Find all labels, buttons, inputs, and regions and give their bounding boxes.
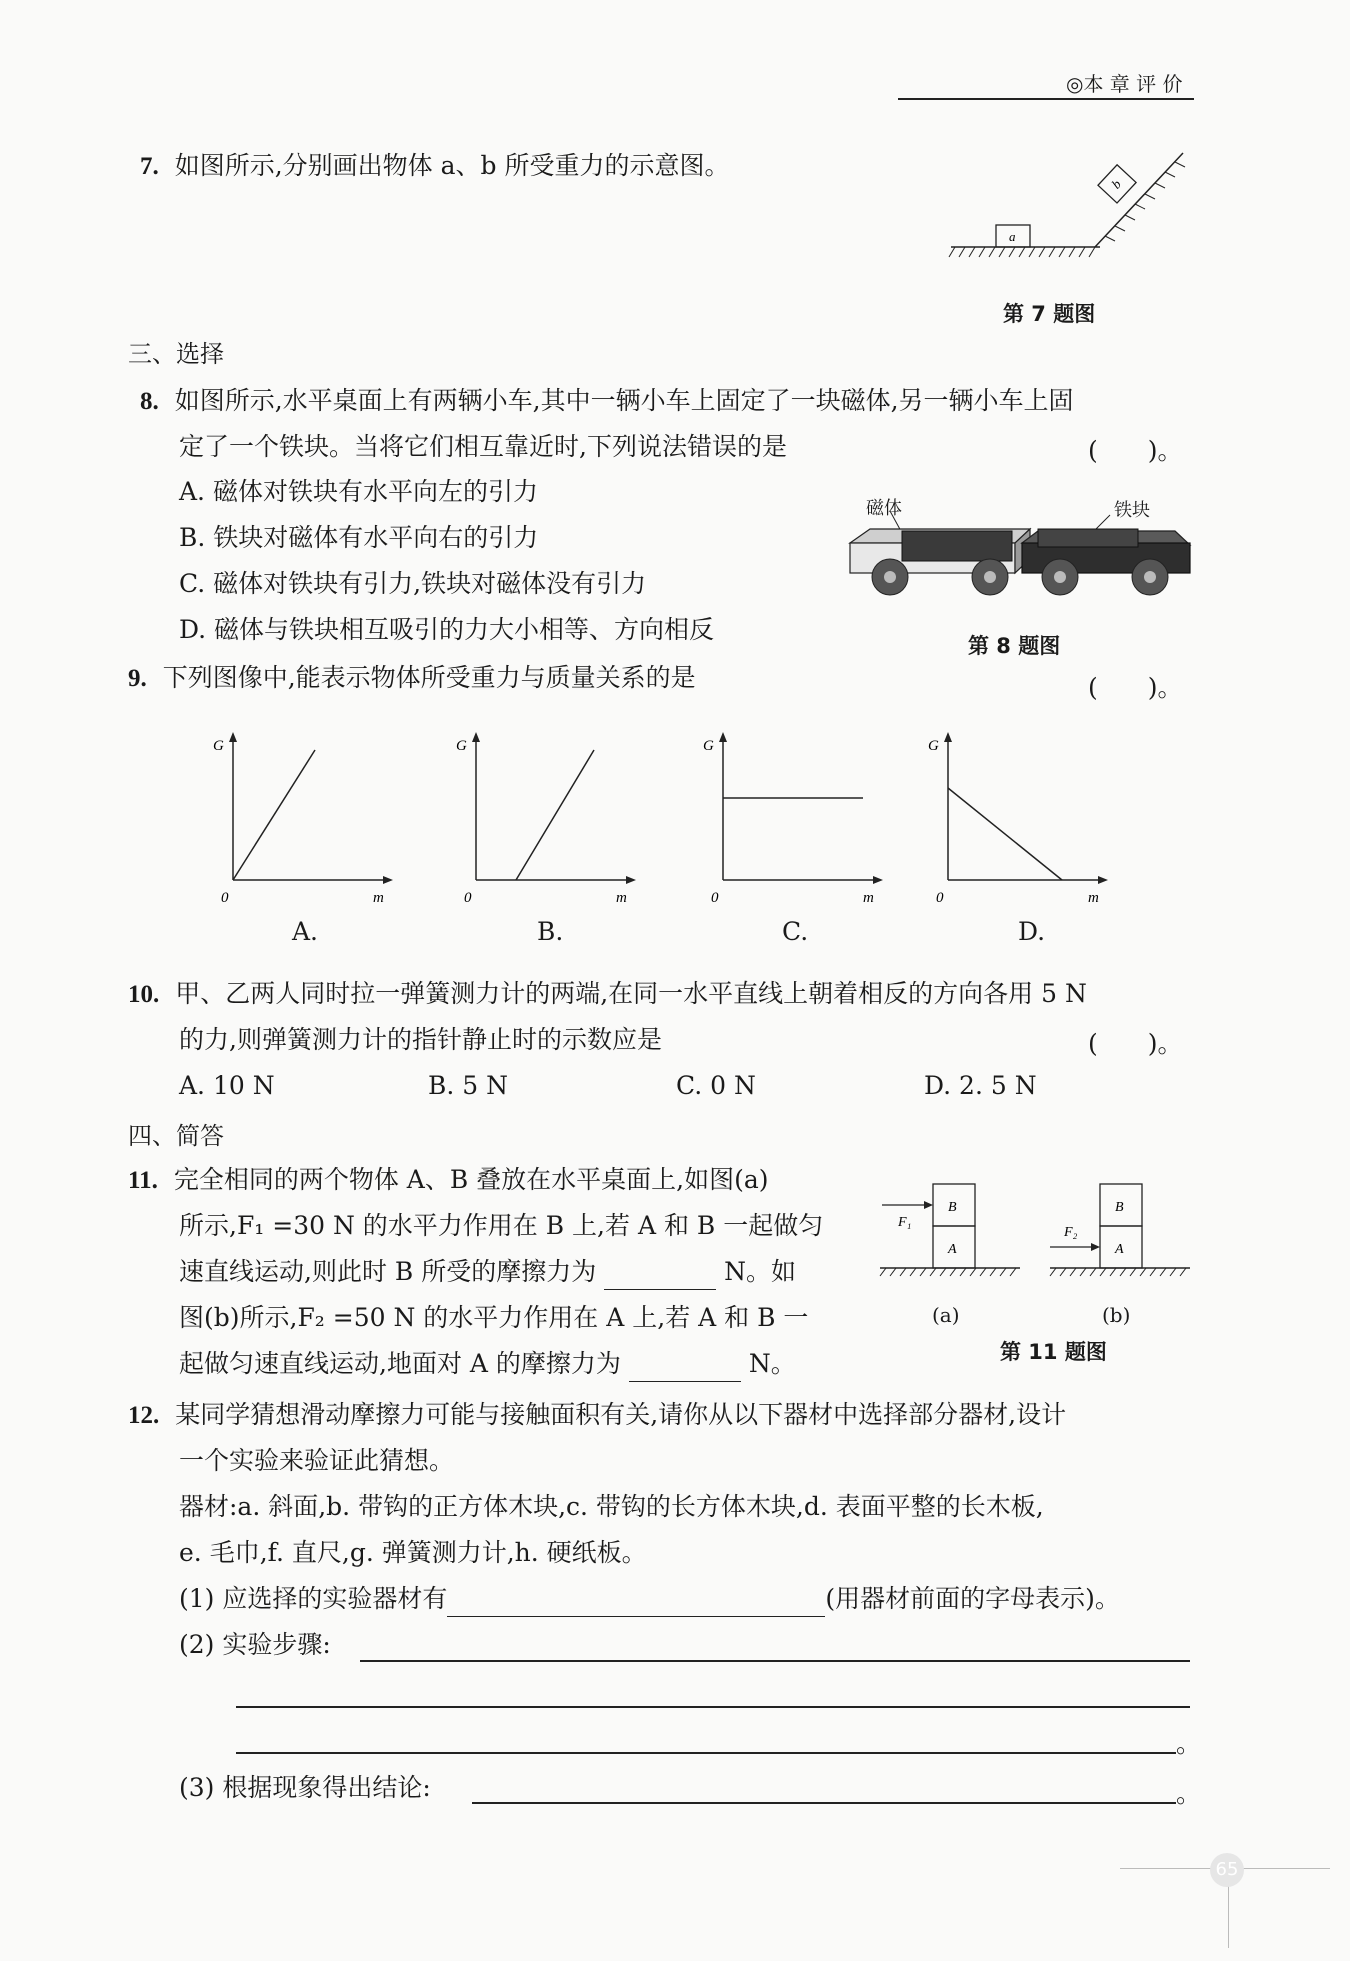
q11-line4: 图(b)所示,F₂ =50 N 的水平力作用在 A 上,若 A 和 B 一 — [179, 1303, 809, 1332]
question-text: 下列图像中,能表示物体所受重力与质量关系的是 — [162, 663, 696, 692]
question-number: 10. — [128, 981, 160, 1008]
graph-d-label: D. — [1018, 917, 1046, 946]
graph-line — [948, 788, 1062, 880]
cart-with-iron — [1022, 529, 1190, 595]
option-a[interactable]: A. 磁体对铁块有水平向左的引力 — [179, 477, 538, 506]
block-a-label: A — [948, 1242, 957, 1257]
origin-label: 0 — [221, 890, 229, 906]
q7 — [140, 148, 729, 185]
q11-line5-end: N。 — [748, 1349, 796, 1378]
steps-answer-line-3[interactable] — [236, 1752, 1176, 1754]
q11-line3-end: N。如 — [724, 1257, 797, 1286]
question-number: 12. — [128, 1402, 160, 1429]
fig-a-label: (a) — [932, 1303, 960, 1327]
question-number: 7. — [140, 153, 159, 180]
option-d[interactable]: D. 磁体与铁块相互吸引的力大小相等、方向相反 — [179, 615, 715, 644]
q12-line4: e. 毛巾,f. 直尺,g. 弹簧测力计,h. 硬纸板。 — [179, 1538, 647, 1567]
magnet-label: 磁体 — [866, 498, 902, 519]
part1-text: (1) 应选择的实验器材有 — [179, 1584, 448, 1613]
answer-paren[interactable]: ( )。 — [1088, 1029, 1183, 1058]
graph-c[interactable] — [695, 730, 895, 910]
q8-caption: 第 8 题图 — [968, 634, 1061, 658]
block-b-label: b — [1108, 176, 1124, 192]
answer-blank-1[interactable] — [604, 1259, 716, 1290]
graph-c-label: C. — [782, 917, 809, 946]
steps-answer-line-1[interactable] — [360, 1660, 1190, 1662]
q11-line5 — [179, 1346, 796, 1382]
block-a-label: A — [1115, 1242, 1124, 1257]
x-axis-label: m — [373, 890, 384, 906]
answer-paren[interactable]: ( )。 — [1088, 436, 1183, 465]
q11-caption: 第 11 题图 — [1000, 1340, 1107, 1364]
equipment-answer-line[interactable] — [447, 1586, 825, 1617]
answer-paren[interactable]: ( )。 — [1088, 673, 1183, 702]
question-number: 8. — [140, 388, 159, 415]
question-text: 如图所示,水平桌面上有两辆小车,其中一辆小车上固定了一块磁体,另一辆小车上固 — [174, 386, 1074, 415]
conclusion-answer-line[interactable] — [472, 1802, 1176, 1804]
y-axis-label: G — [213, 738, 224, 754]
q9 — [128, 660, 696, 697]
y-axis-label: G — [928, 738, 939, 754]
q10-line2: 的力,则弹簧测力计的指针静止时的示数应是 — [179, 1025, 662, 1054]
origin-label: 0 — [936, 890, 944, 906]
question-number: 9. — [128, 665, 147, 692]
graph-line — [516, 750, 594, 880]
q12-part3: (3) 根据现象得出结论: — [179, 1773, 431, 1802]
steps-end-mark: 。 — [1176, 1729, 1202, 1758]
graph-d[interactable] — [920, 730, 1120, 910]
origin-label: 0 — [711, 890, 719, 906]
option-c[interactable]: C. 磁体对铁块有引力,铁块对磁体没有引力 — [179, 569, 647, 598]
question-text: 某同学猜想滑动摩擦力可能与接触面积有关,请你从以下器材中选择部分器材,设计 — [175, 1400, 1067, 1429]
fig-b-label: (b) — [1102, 1303, 1131, 1327]
q12-part1 — [179, 1581, 1120, 1617]
block-b-label: B — [1115, 1200, 1124, 1215]
question-number: 11. — [128, 1167, 158, 1194]
option-d[interactable]: D. 2. 5 N — [924, 1071, 1037, 1100]
graph-b-label: B. — [537, 917, 564, 946]
x-axis-label: m — [1088, 890, 1099, 906]
graph-a-label: A. — [292, 917, 319, 946]
q11-line2: 所示,F₁ =30 N 的水平力作用在 B 上,若 A 和 B 一起做匀 — [179, 1211, 824, 1240]
q11-line1 — [128, 1162, 769, 1199]
part1-end: (用器材前面的字母表示)。 — [825, 1584, 1120, 1613]
question-text: 甲、乙两人同时拉一弹簧测力计的两端,在同一水平直线上朝着相反的方向各用 5 N — [175, 979, 1087, 1008]
section-title: 四、简答 — [128, 1122, 224, 1150]
q8-carts-figure — [840, 505, 1195, 605]
page-number: 65 — [1210, 1853, 1244, 1887]
q8-line1 — [140, 383, 1074, 420]
chapter-header: ◎本 章 评 价 — [1066, 72, 1183, 96]
q11-figure-a — [878, 1180, 1023, 1290]
graph-b[interactable] — [448, 730, 648, 910]
option-a[interactable]: A. 10 N — [179, 1071, 275, 1100]
conclusion-end-mark: 。 — [1176, 1779, 1202, 1808]
block-b-label: B — [948, 1200, 957, 1215]
q10-line1 — [128, 976, 1087, 1013]
force-label: F₁ — [898, 1215, 912, 1230]
q7-figure — [945, 145, 1195, 270]
force-label: F₂ — [1064, 1225, 1078, 1240]
iron-label: 铁块 — [1114, 500, 1150, 521]
block-a-label: a — [1009, 229, 1016, 244]
question-text: 如图所示,分别画出物体 a、b 所受重力的示意图。 — [174, 151, 730, 180]
q12-line3: 器材:a. 斜面,b. 带钩的正方体木块,c. 带钩的长方体木块,d. 表面平整的长木板, — [179, 1492, 1044, 1521]
q11-figure-b — [1048, 1180, 1193, 1290]
q11-line3-text: 速直线运动,则此时 B 所受的摩擦力为 — [179, 1257, 597, 1286]
y-axis-label: G — [703, 738, 714, 754]
q11-line3 — [179, 1254, 796, 1290]
y-axis-label: G — [456, 738, 467, 754]
option-b[interactable]: B. 铁块对磁体有水平向右的引力 — [179, 523, 539, 552]
q11-line5-text: 起做匀速直线运动,地面对 A 的摩擦力为 — [179, 1349, 621, 1378]
steps-answer-line-2[interactable] — [236, 1706, 1190, 1708]
option-c[interactable]: C. 0 N — [676, 1071, 756, 1100]
question-text: 完全相同的两个物体 A、B 叠放在水平桌面上,如图(a) — [173, 1165, 769, 1194]
x-axis-label: m — [863, 890, 874, 906]
footer-vertical-rule — [1228, 1878, 1229, 1948]
q12-line1 — [128, 1397, 1066, 1434]
header-rule — [898, 98, 1194, 100]
cart-with-magnet — [850, 529, 1030, 595]
x-axis-label: m — [616, 890, 627, 906]
option-b[interactable]: B. 5 N — [428, 1071, 508, 1100]
section-title: 三、选择 — [128, 340, 224, 368]
q8-line2: 定了一个铁块。当将它们相互靠近时,下列说法错误的是 — [179, 432, 787, 461]
q7-caption: 第 7 题图 — [1003, 302, 1096, 326]
graph-line — [233, 750, 315, 880]
q12-part2: (2) 实验步骤: — [179, 1630, 331, 1659]
graph-a[interactable] — [205, 730, 405, 910]
answer-blank-2[interactable] — [629, 1351, 741, 1382]
q12-line2: 一个实验来验证此猜想。 — [179, 1446, 455, 1475]
origin-label: 0 — [464, 890, 472, 906]
